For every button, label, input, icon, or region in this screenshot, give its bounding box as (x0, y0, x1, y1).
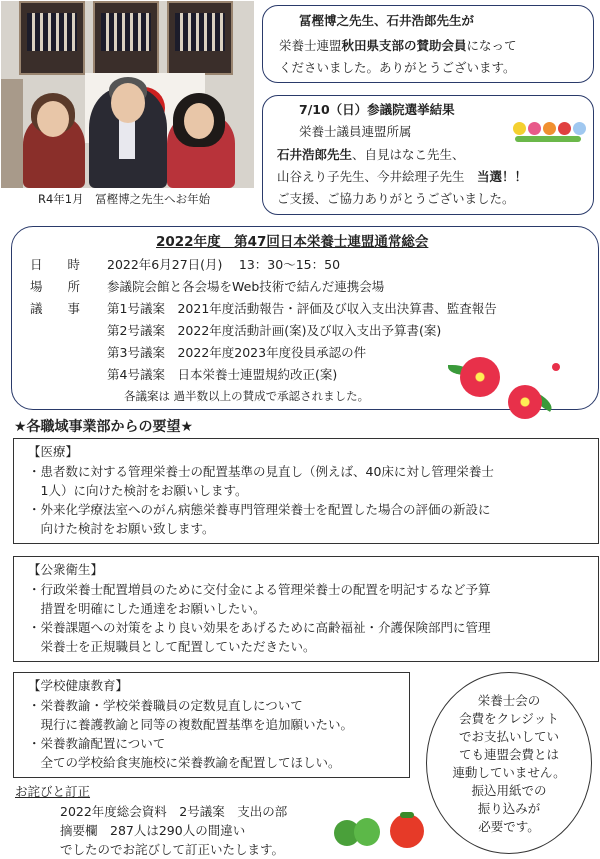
public-health-line: ・栄養課題への対策をより良い効果をあげるために高齢福祉・介護保険部門に管理 (28, 620, 491, 635)
wall-picture-frame (93, 1, 159, 75)
medical-label: 【医療】 (28, 444, 79, 459)
requests-heading: ★各職域事業部からの要望★ (14, 419, 194, 435)
election-title: 7/10（日）参議院選挙結果 (299, 102, 455, 117)
fee-note-line: 振込用紙での (471, 783, 547, 798)
public-health-line: 栄養士を正規職員として配置していただきたい。 (28, 639, 316, 654)
correction-line: 2022年度総会資料 2号議案 支出の部 (60, 804, 288, 819)
wall-picture-frame (19, 1, 85, 75)
membership-fee-note (426, 672, 592, 854)
public-health-line: 措置を明確にした通達をお願いしたい。 (28, 601, 266, 616)
meeting-agenda-label: 議 事 (30, 301, 81, 316)
new-year-visit-photo (1, 1, 254, 188)
sponsor-notice-line3: くださいました。ありがとうございます。 (279, 60, 516, 75)
school-health-request-box (13, 672, 410, 778)
medical-line: 向けた検討をお願い致します。 (28, 521, 215, 536)
school-health-line: ・栄養教諭・学校栄養職員の定数見直しについて (28, 698, 303, 713)
correction-line: 摘要欄 287人は290人の間違い (60, 823, 246, 838)
school-health-line: 全ての学校給食実施校に栄養教諭を配置してほしい。 (28, 755, 341, 770)
medical-line: ・患者数に対する管理栄養士の配置基準の見直し（例えば、40床に対し管理栄養士 (28, 464, 494, 479)
meeting-place-label: 場 所 (30, 279, 81, 294)
sponsor-notice-line2: 栄養士連盟秋田県支部の賛助会員になって (279, 38, 517, 53)
fee-note-line: 栄養士会の (477, 693, 541, 708)
agenda-item: 第1号議案 2021年度活動報告・評価及び収入支出決算書、監査報告 (107, 301, 497, 316)
school-health-line: 現行に養護教諭と同等の複数配置基準を追加願いたい。 (28, 717, 354, 732)
flower-illustration (513, 122, 586, 135)
correction-line: でしたのでお詫びして訂正いたします。 (60, 842, 285, 857)
school-health-label: 【学校健康教育】 (28, 678, 129, 693)
medical-request-box (13, 438, 599, 544)
meeting-date-value: 2022年6月27日(月) 13：30～15：50 (107, 257, 341, 272)
election-line1: 栄養士議員連盟所属 (299, 124, 412, 139)
election-result-notice (262, 95, 594, 215)
photo-caption: R4年1月 冨樫博之先生へお年始 (38, 192, 211, 206)
agenda-item: 第2号議案 2022年度活動計画(案)及び収入支出予算書(案) (107, 323, 442, 338)
fee-note-line: 会費をクレジット (459, 711, 559, 726)
public-health-line: ・行政栄養士配置増員のために交付金による管理栄養士の配置を明記するなど予算 (28, 582, 491, 597)
fee-note-line: 必要です。 (478, 819, 540, 834)
fee-note-line: ても連盟会費とは (458, 747, 559, 762)
election-line2: 石井浩郎先生、自見はなこ先生、 (277, 147, 465, 162)
correction-title: お詫びと訂正 (15, 784, 91, 799)
meeting-date-label: 日 時 (30, 257, 81, 272)
fee-note-line: でお支払いしてい (458, 729, 559, 744)
medical-line: 1人）に向けた検討をお願いします。 (28, 483, 248, 498)
public-health-label: 【公衆衛生】 (28, 562, 104, 577)
wall-picture-frame (167, 1, 233, 75)
meeting-place-value: 参議院会館と各会場をWeb技術で結んだ連携会場 (107, 279, 385, 294)
agenda-item: 第4号議案 日本栄養士連盟規約改正(案) (107, 367, 338, 382)
fee-note-line: 連動していません。 (452, 765, 566, 780)
public-health-request-box (13, 556, 599, 662)
general-meeting-box (11, 226, 599, 410)
fee-note-line: 振り込みが (477, 801, 541, 816)
meeting-approval-note: 各議案は 過半数以上の賛成で承認されました。 (124, 389, 370, 403)
medical-line: ・外来化学療法室へのがん病態栄養専門管理栄養士を配置した場合の評価の新設に (28, 502, 491, 517)
school-health-line: ・栄養教諭配置について (28, 736, 166, 751)
sponsor-notice (262, 5, 594, 83)
election-line4: ご支援、ご協力ありがとうございました。 (277, 191, 515, 206)
election-line3: 山谷えり子先生、今井絵理子先生 当選！！ (277, 169, 528, 184)
sponsor-notice-line1: 冨樫博之先生、石井浩郎先生が (299, 13, 475, 28)
meeting-title: 2022年度 第47回日本栄養士連盟通常総会 (156, 234, 429, 250)
agenda-item: 第3号議案 2022年度2023年度役員承認の件 (107, 345, 367, 360)
